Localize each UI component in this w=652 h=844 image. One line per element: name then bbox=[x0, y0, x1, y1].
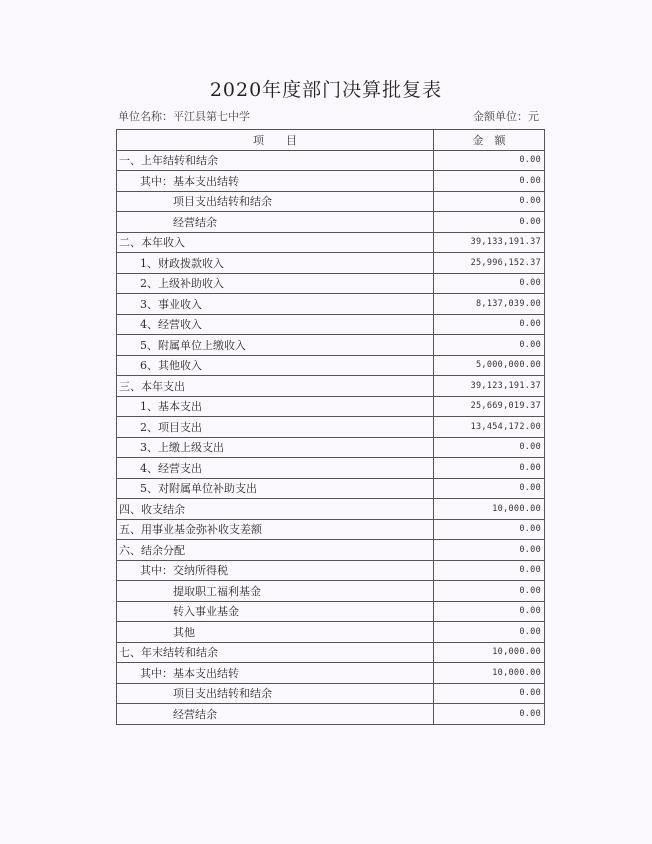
table-row bbox=[117, 601, 545, 622]
table-row bbox=[117, 519, 545, 540]
row-amount: 39,123,191.37 bbox=[434, 376, 545, 397]
table-row bbox=[117, 642, 545, 663]
table-row bbox=[117, 540, 545, 561]
table-row bbox=[117, 212, 545, 233]
table-row bbox=[117, 458, 545, 479]
row-amount: 0.00 bbox=[434, 458, 545, 479]
row-label: 经营结余 bbox=[117, 212, 434, 233]
table-row bbox=[117, 622, 545, 643]
row-label: 一、上年结转和结余 bbox=[117, 150, 434, 171]
row-label: 1、基本支出 bbox=[117, 396, 434, 417]
row-label: 六、结余分配 bbox=[117, 540, 434, 561]
table-row bbox=[117, 683, 545, 704]
row-label: 4、经营支出 bbox=[117, 458, 434, 479]
row-label: 3、上缴上级支出 bbox=[117, 437, 434, 458]
row-label: 2、上级补助收入 bbox=[117, 273, 434, 294]
row-label: 项目支出结转和结余 bbox=[117, 191, 434, 212]
table-row bbox=[117, 171, 545, 192]
table-row bbox=[117, 376, 545, 397]
row-amount: 0.00 bbox=[434, 150, 545, 171]
table-row bbox=[117, 663, 545, 684]
row-label: 经营结余 bbox=[117, 704, 434, 725]
row-amount: 10,000.00 bbox=[434, 642, 545, 663]
row-amount: 10,000.00 bbox=[434, 499, 545, 520]
row-amount: 25,669,019.37 bbox=[434, 396, 545, 417]
table-row bbox=[117, 499, 545, 520]
table-body bbox=[117, 150, 545, 724]
row-label: 其他 bbox=[117, 622, 434, 643]
table-row bbox=[117, 253, 545, 274]
row-label: 2、项目支出 bbox=[117, 417, 434, 438]
row-label: 项目支出结转和结余 bbox=[117, 683, 434, 704]
row-label: 3、事业收入 bbox=[117, 294, 434, 315]
row-label: 5、附属单位上缴收入 bbox=[117, 335, 434, 356]
row-amount: 5,000,000.00 bbox=[434, 355, 545, 376]
table-row bbox=[117, 314, 545, 335]
page-title: 2020年度部门决算批复表 bbox=[209, 79, 443, 101]
row-amount: 0.00 bbox=[434, 335, 545, 356]
table-row bbox=[117, 335, 545, 356]
row-label: 6、其他收入 bbox=[117, 355, 434, 376]
row-label: 提取职工福利基金 bbox=[117, 581, 434, 602]
row-amount: 0.00 bbox=[434, 622, 545, 643]
table-row bbox=[117, 294, 545, 315]
row-label: 其中：交纳所得税 bbox=[117, 560, 434, 581]
table-row bbox=[117, 417, 545, 438]
table-row bbox=[117, 355, 545, 376]
row-amount: 25,996,152.37 bbox=[434, 253, 545, 274]
row-label: 转入事业基金 bbox=[117, 601, 434, 622]
row-amount: 0.00 bbox=[434, 540, 545, 561]
row-amount: 0.00 bbox=[434, 519, 545, 540]
row-label: 5、对附属单位补助支出 bbox=[117, 478, 434, 499]
row-label: 五、用事业基金弥补收支差额 bbox=[117, 519, 434, 540]
table-header-row bbox=[117, 130, 545, 151]
table-row bbox=[117, 704, 545, 725]
row-amount: 0.00 bbox=[434, 437, 545, 458]
row-amount: 8,137,039.00 bbox=[434, 294, 545, 315]
row-amount: 0.00 bbox=[434, 273, 545, 294]
unit-name: 单位名称：平江县第七中学 bbox=[118, 110, 250, 123]
row-label: 其中：基本支出结转 bbox=[117, 171, 434, 192]
header-item: 项 目 bbox=[117, 130, 434, 151]
row-amount: 0.00 bbox=[434, 704, 545, 725]
row-label: 4、经营收入 bbox=[117, 314, 434, 335]
row-amount: 0.00 bbox=[434, 560, 545, 581]
row-amount: 0.00 bbox=[434, 601, 545, 622]
table-row bbox=[117, 150, 545, 171]
table-row bbox=[117, 232, 545, 253]
row-amount: 0.00 bbox=[434, 191, 545, 212]
budget-approval-table bbox=[116, 129, 545, 725]
amount-unit: 金额单位：元 bbox=[473, 110, 539, 123]
row-amount: 0.00 bbox=[434, 171, 545, 192]
table-row bbox=[117, 478, 545, 499]
table-row bbox=[117, 560, 545, 581]
row-label: 四、收支结余 bbox=[117, 499, 434, 520]
row-label: 七、年末结转和结余 bbox=[117, 642, 434, 663]
row-label: 其中：基本支出结转 bbox=[117, 663, 434, 684]
row-label: 1、财政拨款收入 bbox=[117, 253, 434, 274]
table-row bbox=[117, 273, 545, 294]
row-amount: 0.00 bbox=[434, 683, 545, 704]
table-row bbox=[117, 396, 545, 417]
row-amount: 39,133,191.37 bbox=[434, 232, 545, 253]
table-row bbox=[117, 191, 545, 212]
row-amount: 0.00 bbox=[434, 581, 545, 602]
row-amount: 10,000.00 bbox=[434, 663, 545, 684]
table-row bbox=[117, 437, 545, 458]
row-label: 二、本年收入 bbox=[117, 232, 434, 253]
row-amount: 0.00 bbox=[434, 212, 545, 233]
row-amount: 0.00 bbox=[434, 478, 545, 499]
row-label: 三、本年支出 bbox=[117, 376, 434, 397]
table-row bbox=[117, 581, 545, 602]
row-amount: 13,454,172.00 bbox=[434, 417, 545, 438]
row-amount: 0.00 bbox=[434, 314, 545, 335]
header-amount: 金 额 bbox=[434, 130, 545, 151]
